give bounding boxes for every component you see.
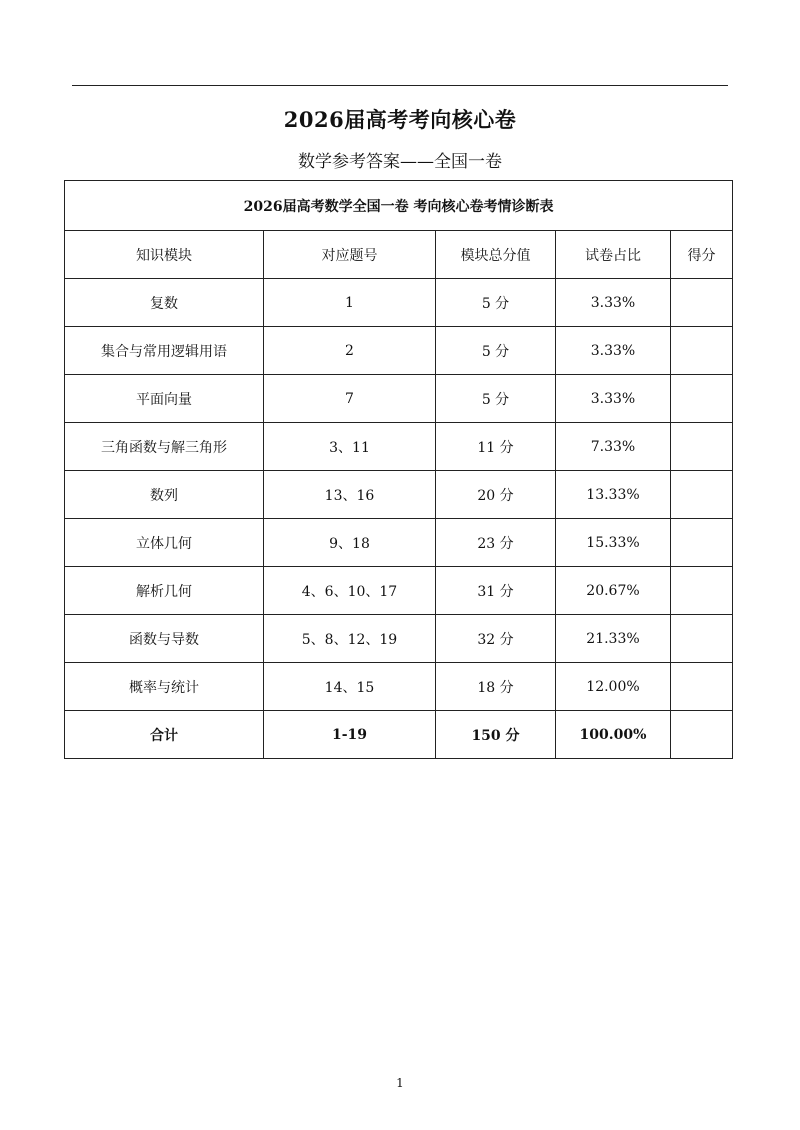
cell-points: 5 分: [436, 327, 556, 375]
table-total-row: [65, 711, 733, 759]
cell-percent: 12.00%: [556, 663, 671, 711]
table-row: [65, 375, 733, 423]
cell-points: 32 分: [436, 615, 556, 663]
table-row: [65, 615, 733, 663]
cell-score[interactable]: [671, 519, 733, 567]
cell-percent: 3.33%: [556, 375, 671, 423]
cell-score[interactable]: [671, 663, 733, 711]
total-points: 150 分: [436, 711, 556, 759]
total-questions: 1-19: [264, 711, 436, 759]
cell-module: 复数: [65, 279, 264, 327]
table-row: [65, 327, 733, 375]
table-row: [65, 279, 733, 327]
cell-questions: 14、15: [264, 663, 436, 711]
cell-questions: 1: [264, 279, 436, 327]
cell-points: 11 分: [436, 423, 556, 471]
cell-points: 31 分: [436, 567, 556, 615]
total-module: 合计: [65, 711, 264, 759]
cell-points: 20 分: [436, 471, 556, 519]
cell-percent: 13.33%: [556, 471, 671, 519]
cell-questions: 9、18: [264, 519, 436, 567]
table-row: [65, 423, 733, 471]
cell-questions: 3、11: [264, 423, 436, 471]
cell-score[interactable]: [671, 375, 733, 423]
cell-module: 立体几何: [65, 519, 264, 567]
table-header-row: [65, 231, 733, 279]
header-points: 模块总分值: [436, 231, 556, 279]
cell-percent: 20.67%: [556, 567, 671, 615]
cell-score[interactable]: [671, 567, 733, 615]
header-score: 得分: [671, 231, 733, 279]
cell-questions: 2: [264, 327, 436, 375]
cell-percent: 15.33%: [556, 519, 671, 567]
cell-points: 18 分: [436, 663, 556, 711]
cell-module: 解析几何: [65, 567, 264, 615]
cell-score[interactable]: [671, 615, 733, 663]
cell-module: 集合与常用逻辑用语: [65, 327, 264, 375]
page-subtitle: 数学参考答案——全国一卷: [298, 152, 502, 172]
header-module: 知识模块: [65, 231, 264, 279]
total-percent: 100.00%: [556, 711, 671, 759]
table-row: [65, 567, 733, 615]
cell-points: 23 分: [436, 519, 556, 567]
total-score[interactable]: [671, 711, 733, 759]
cell-module: 三角函数与解三角形: [65, 423, 264, 471]
table-row: [65, 471, 733, 519]
header-rule: [72, 85, 728, 86]
cell-questions: 7: [264, 375, 436, 423]
cell-score[interactable]: [671, 327, 733, 375]
table-caption-row: [65, 181, 733, 231]
table-row: [65, 663, 733, 711]
cell-questions: 13、16: [264, 471, 436, 519]
diagnosis-table: [64, 180, 733, 759]
cell-points: 5 分: [436, 279, 556, 327]
cell-score[interactable]: [671, 279, 733, 327]
cell-module: 平面向量: [65, 375, 264, 423]
cell-percent: 3.33%: [556, 327, 671, 375]
cell-percent: 7.33%: [556, 423, 671, 471]
table-caption: 2026届高考数学全国一卷 考向核心卷考情诊断表: [65, 181, 733, 231]
header-questions: 对应题号: [264, 231, 436, 279]
cell-score[interactable]: [671, 471, 733, 519]
cell-module: 概率与统计: [65, 663, 264, 711]
page-title: 2026届高考考向核心卷: [283, 107, 517, 132]
cell-points: 5 分: [436, 375, 556, 423]
table-row: [65, 519, 733, 567]
cell-module: 数列: [65, 471, 264, 519]
cell-percent: 3.33%: [556, 279, 671, 327]
cell-questions: 4、6、10、17: [264, 567, 436, 615]
header-percent: 试卷占比: [556, 231, 671, 279]
cell-module: 函数与导数: [65, 615, 264, 663]
cell-questions: 5、8、12、19: [264, 615, 436, 663]
cell-percent: 21.33%: [556, 615, 671, 663]
page-number: 1: [396, 1076, 404, 1090]
cell-score[interactable]: [671, 423, 733, 471]
